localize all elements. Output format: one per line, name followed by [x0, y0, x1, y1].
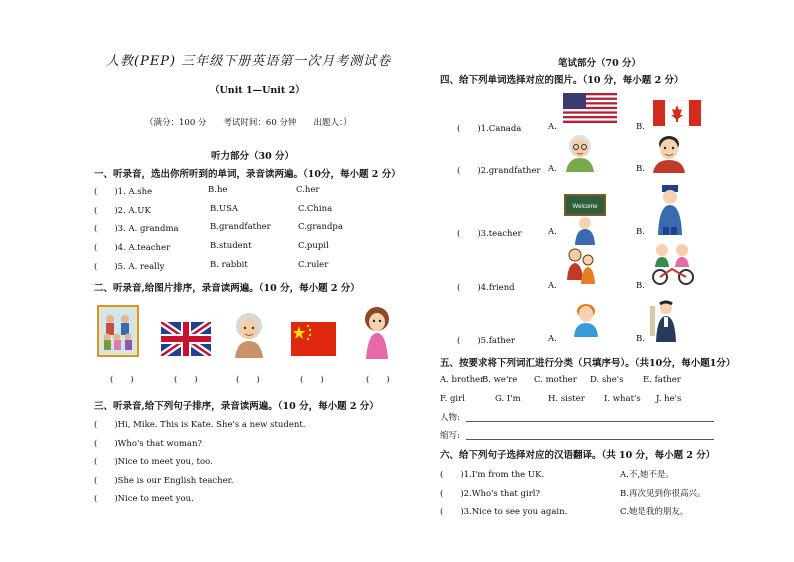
q4-row-4[interactable]: ( )4.friend	[457, 283, 515, 293]
teacher-board-icon	[563, 193, 607, 245]
man-icon	[650, 133, 688, 173]
q3-row-5[interactable]: ( )Nice to meet you.	[94, 494, 194, 504]
q1-row-5[interactable]: ( )5. A. really	[94, 262, 165, 272]
q1-row-3-c: C.grandpa	[298, 222, 343, 232]
q6-option-c: C.她是我的朋友。	[620, 507, 689, 517]
grandfather-icon	[562, 132, 598, 172]
friends-bike-icon	[650, 241, 696, 285]
q2-bracket-3[interactable]: ( )	[236, 375, 260, 385]
q4-row-2[interactable]: ( )2.grandfather	[457, 166, 541, 176]
q6-row-2[interactable]: ( )2.Who's that girl?	[440, 489, 541, 499]
uk-flag-icon	[161, 322, 211, 356]
q5-title: 五、按要求将下列词汇进行分类（只填序号）。（共10分，每小题1分）	[440, 358, 736, 369]
q5-contraction-label: 缩写:	[440, 431, 460, 441]
canada-flag-icon	[653, 100, 701, 126]
q3-title: 三、听录音,给下列句子排序，录音读两遍。（10 分，每小题 2 分）	[94, 401, 379, 412]
q2-bracket-4[interactable]: ( )	[300, 375, 324, 385]
q4-title: 四、给下列单词选择对应的图片。（10 分，每小题 2 分）	[440, 75, 684, 86]
q2-bracket-2[interactable]: ( )	[174, 375, 198, 385]
q3-row-4[interactable]: ( )She is our English teacher.	[94, 476, 234, 486]
q5-people-label: 人物:	[440, 413, 460, 423]
q5-people-answer-line[interactable]	[466, 421, 714, 422]
q6-title: 六、给下列句子选择对应的汉语翻译。（共 10 分，每小题 2 分）	[440, 450, 716, 461]
q1-row-1-b: B.he	[208, 185, 228, 195]
q2-bracket-5[interactable]: ( )	[366, 375, 390, 385]
china-flag-icon	[291, 322, 336, 356]
police-officer-icon	[655, 183, 685, 235]
q5-word-d: D. she's	[590, 375, 624, 385]
q5-word-h: H. sister	[548, 394, 585, 404]
q5-word-c: C. mother	[534, 375, 577, 385]
q1-row-4-b: B.student	[210, 241, 252, 251]
unit-range: （Unit 1—Unit 2）	[210, 85, 305, 96]
board-text: Welcome	[572, 204, 598, 210]
family-photo-icon	[97, 305, 139, 357]
q1-row-4-c: C.pupil	[298, 241, 329, 251]
q1-row-2-c: C.China	[298, 204, 333, 214]
q1-title: 一、听录音，选出你所听到的单词，录音读两遍。（10分，每小题 2 分）	[94, 169, 401, 180]
q1-row-2-b: B.USA	[210, 204, 239, 214]
page-title: 人教(PEP) 三年级下册英语第一次月考测试卷	[106, 54, 392, 69]
q1-row-2[interactable]: ( )2. A.UK	[94, 206, 151, 216]
q5-word-j: J. he's	[656, 394, 682, 404]
exam-info: （满分：100 分 考试时间：60 分钟 出题人：）	[145, 118, 352, 128]
q3-row-3[interactable]: ( )Nice to meet you, too.	[94, 457, 213, 467]
written-heading: 笔试部分（70 分）	[558, 58, 642, 69]
q6-row-1[interactable]: ( )1.I'm from the UK.	[440, 470, 545, 480]
family-hug-icon	[563, 246, 599, 284]
q4-row-3-a: A.	[548, 227, 557, 237]
q6-row-3[interactable]: ( )3.Nice to see you again.	[440, 507, 568, 517]
q4-row-1-b: B.	[636, 122, 645, 132]
q1-row-5-b: B. rabbit	[210, 260, 248, 270]
q4-row-2-b: B.	[636, 164, 645, 174]
girl-icon	[360, 305, 394, 359]
q1-row-1[interactable]: ( )1. A.she	[94, 187, 153, 197]
q1-row-3[interactable]: ( )3. A. grandma	[94, 224, 179, 234]
q5-contraction-answer-line[interactable]	[466, 439, 714, 440]
q5-word-g: G. I'm	[495, 394, 521, 404]
q4-row-2-a: A.	[548, 164, 557, 174]
q4-row-4-a: A.	[548, 281, 557, 291]
listening-heading: 听力部分（30 分）	[211, 151, 295, 162]
q5-word-f: F. girl	[440, 394, 465, 404]
q4-row-5[interactable]: ( )5.father	[457, 336, 515, 346]
q4-row-1[interactable]: ( )1.Canada	[457, 124, 522, 134]
q4-row-1-a: A.	[548, 122, 557, 132]
usa-flag-icon	[563, 93, 617, 123]
q4-row-4-b: B.	[636, 281, 645, 291]
grandma-icon	[229, 310, 269, 358]
q1-row-5-c: C.ruler	[298, 260, 329, 270]
q6-option-b: B.再次见到你很高兴。	[620, 489, 706, 499]
q2-title: 二、听录音,给图片排序，录音读两遍。（10 分，每小题 2 分）	[94, 283, 360, 294]
q1-row-4[interactable]: ( )4. A.teacher	[94, 243, 171, 253]
q5-word-i: I. what's	[604, 394, 641, 404]
boy-icon	[568, 301, 604, 337]
q4-row-5-a: A.	[548, 334, 557, 344]
businessman-icon	[650, 300, 680, 342]
q3-row-2[interactable]: ( )Who's that woman?	[94, 439, 202, 449]
q3-row-1[interactable]: ( )Hi, Mike. This is Kate. She's a new student.	[94, 420, 306, 430]
q4-row-5-b: B.	[636, 334, 645, 344]
q5-word-e: E. father	[643, 375, 681, 385]
q5-word-a: A. brother	[440, 375, 485, 385]
q2-bracket-1[interactable]: ( )	[110, 375, 134, 385]
q6-option-a: A.不,她不是。	[620, 470, 675, 480]
q4-row-3[interactable]: ( )3.teacher	[457, 229, 522, 239]
q4-row-3-b: B.	[636, 227, 645, 237]
q1-row-1-c: C.her	[296, 185, 320, 195]
q1-row-3-b: B.grandfather	[210, 222, 271, 232]
q5-word-b: B. we're	[482, 375, 518, 385]
